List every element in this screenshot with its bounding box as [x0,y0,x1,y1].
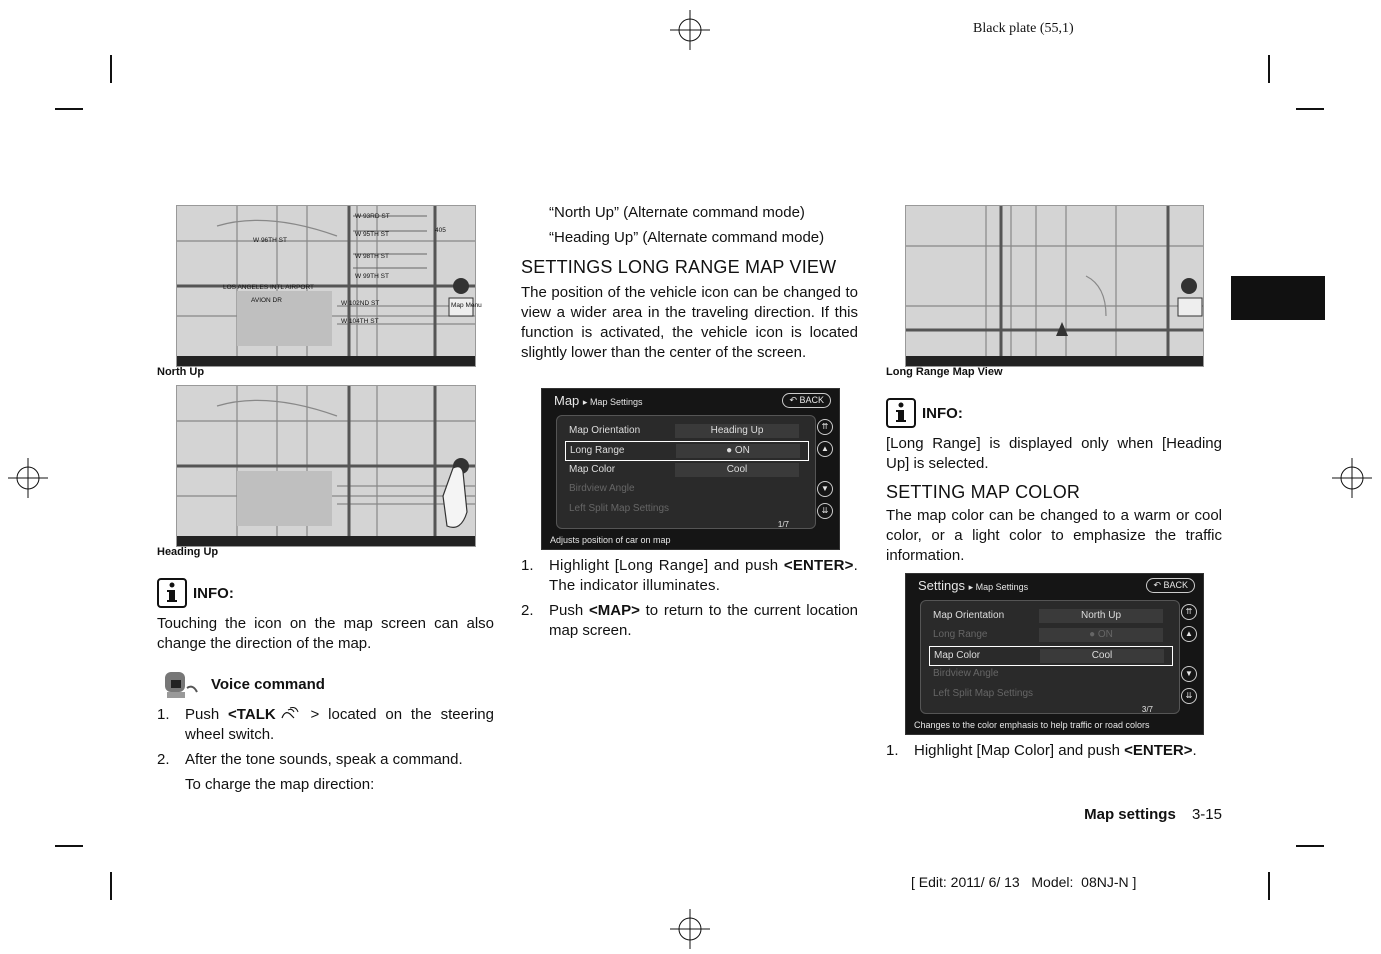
enter-button-label: <ENTER> [783,557,854,574]
voice-command-heading [157,666,325,702]
voice-option-heading-up: “Heading Up” (Alternate command mode) [549,229,825,246]
map-label: W 102ND ST [341,300,380,307]
page-indicator: 1/7 [777,520,789,529]
menu-item-label: Long Range [570,445,625,456]
info-icon [157,578,187,608]
map-label: W 93RD ST [355,213,390,220]
crop-mark [1268,55,1270,83]
screen-footer: Changes to the color emphasis to help traffic or road colors [914,720,1150,730]
map-settings-screen [541,388,840,550]
info-text: Touching the icon on the map screen can also change the direction of the map. [157,615,494,652]
talk-switch-icon [278,707,300,721]
crop-mark [55,108,83,110]
crop-mark [1296,108,1324,110]
map-button-label: <MAP> [588,602,640,619]
info-text: [Long Range] is displayed only when [Heading Up] is selected. [886,435,1222,472]
scroll-arrows [1181,604,1197,710]
figure-caption: North Up [157,366,205,378]
plate-label: Black plate (55,1) [973,21,1074,36]
step-number: 1. [886,742,899,759]
menu-item-label: Birdview Angle [569,483,635,494]
map-long-range [905,205,1204,367]
scroll-down-icon[interactable]: ▼ [817,481,833,497]
menu-item-label: Birdview Angle [933,668,999,679]
info-label: INFO: [922,404,963,422]
section-heading: SETTINGS LONG RANGE MAP VIEW [521,257,837,277]
section-paragraph: The position of the vehicle icon can be changed to view a wider area in the traveling direction. If this function is activated, the vehicle icon is located slightly lower than the center of the screen. [521,284,858,361]
figure-caption: Heading Up [157,546,219,558]
step-number: 1. [521,557,534,574]
menu-item-value: Heading Up [675,424,799,438]
crop-mark [1268,872,1270,900]
map-label: W 98TH ST [355,253,389,260]
info-label: INFO: [193,584,234,602]
edit-info: [ Edit: 2011/ 6/ 13 Model: 08NJ-N ] [911,874,1137,890]
step-text: to return to the current location map screen. [549,602,859,639]
map-heading-up [176,385,476,547]
page-indicator: 3/7 [1141,705,1153,714]
map-label: W 99TH ST [355,273,389,280]
step-text: > located on the steering wheel switch. [185,706,494,743]
continuation-text: To charge the map direction: [185,776,375,793]
list-item [157,750,494,770]
menu-item-value: Cool [1040,649,1164,663]
footer-section: Map settings [1084,806,1176,823]
section-paragraph: The map color can be changed to a warm or cool color, or a light color to emphasize the traffic information. [886,507,1222,564]
chapter-tab [1231,276,1325,320]
figure-caption: Long Range Map View [886,366,1003,378]
menu-item-value: ● ON [1039,628,1163,642]
menu-item-map-color[interactable] [929,646,1173,666]
scroll-bottom-icon[interactable]: ⇊ [1181,688,1197,704]
menu-item-label: Left Split Map Settings [933,688,1034,699]
menu-item-long-range[interactable] [565,441,809,461]
crop-mark [55,845,83,847]
step-text: After the tone sounds, speak a command. [185,751,463,768]
back-label: BACK [799,395,824,405]
voice-command-icon [157,666,205,702]
list-item [521,556,858,596]
back-label: BACK [1163,580,1188,590]
menu-item-birdview-angle[interactable] [565,480,807,498]
map-settings-screen [905,573,1204,735]
menu-item-value: North Up [1039,609,1163,623]
map-label: W 104TH ST [341,318,379,325]
scroll-down-icon[interactable]: ▼ [1181,666,1197,682]
settings-panel [556,415,816,529]
menu-item-value: ● ON [676,444,800,458]
scroll-top-icon[interactable]: ⇈ [1181,604,1197,620]
info-icon [886,398,916,428]
registration-mark-icon [670,909,710,949]
crop-mark [110,55,112,83]
menu-item-label: Map Color [569,464,616,475]
menu-item-label: Map Color [934,650,981,661]
map-label: Map Menu [451,302,482,309]
back-button[interactable]: ↶ BACK [1146,578,1195,593]
menu-item-long-range[interactable] [929,626,1171,644]
scroll-up-icon[interactable]: ▲ [817,441,833,457]
settings-panel [920,600,1180,714]
menu-item-label: Map Orientation [569,425,641,436]
menu-item-value: Cool [675,463,799,477]
menu-item-birdview-angle[interactable] [929,665,1171,683]
step-number: 1. [157,706,170,723]
map-label: 405 [435,227,446,234]
screen-title: Settings [918,578,965,593]
menu-item-left-split[interactable] [929,685,1171,703]
voice-command-label: Voice command [211,675,325,693]
scroll-up-icon[interactable]: ▲ [1181,626,1197,642]
map-label: W 96TH ST [253,237,287,244]
map-north-up [176,205,482,367]
registration-mark-icon [8,458,48,498]
map-label: W 95TH ST [355,231,389,238]
step-text: Highlight [Long Range] and push [549,557,784,574]
registration-mark-icon [670,10,710,50]
step-text: Highlight [Map Color] and push [914,742,1125,759]
map-label: LOS ANGELES INTL AIRPORT [223,284,315,291]
list-item [886,741,1226,761]
crop-mark [110,872,112,900]
menu-item-label: Left Split Map Settings [569,503,670,514]
step-text: . [1192,742,1197,759]
screen-footer: Adjusts position of car on map [550,535,671,545]
menu-item-map-orientation[interactable] [929,607,1171,625]
talk-button-label: <TALK [228,706,276,723]
menu-item-map-orientation[interactable] [565,422,807,440]
list-item [521,601,858,641]
menu-item-label: Long Range [933,629,988,640]
back-button[interactable]: ↶ BACK [782,393,831,408]
page-number: 3-15 [1191,806,1222,823]
section-heading: SETTING MAP COLOR [886,482,1081,502]
registration-mark-icon [1332,458,1372,498]
scroll-top-icon[interactable]: ⇈ [817,419,833,435]
menu-item-left-split[interactable] [565,500,807,518]
voice-option-north-up: “North Up” (Alternate command mode) [549,204,805,221]
map-label: AVION DR [251,297,282,304]
step-text: Push [185,706,229,723]
list-item [157,705,494,745]
info-heading [886,398,963,428]
screen-title: Map [554,393,580,408]
page-footer [1000,806,1222,823]
step-text: Push [549,602,589,619]
menu-item-map-color[interactable] [565,461,807,479]
enter-button-label: <ENTER> [1124,742,1193,759]
info-heading [157,578,234,608]
step-text: . The indicator illuminates. [549,557,858,594]
step-number: 2. [521,602,534,619]
crop-mark [1296,845,1324,847]
scroll-arrows [817,419,833,525]
scroll-bottom-icon[interactable]: ⇊ [817,503,833,519]
menu-item-label: Map Orientation [933,610,1005,621]
step-number: 2. [157,751,170,768]
screen-breadcrumb: ▸ Map Settings [582,397,643,407]
screen-breadcrumb: ▸ Map Settings [968,582,1029,592]
